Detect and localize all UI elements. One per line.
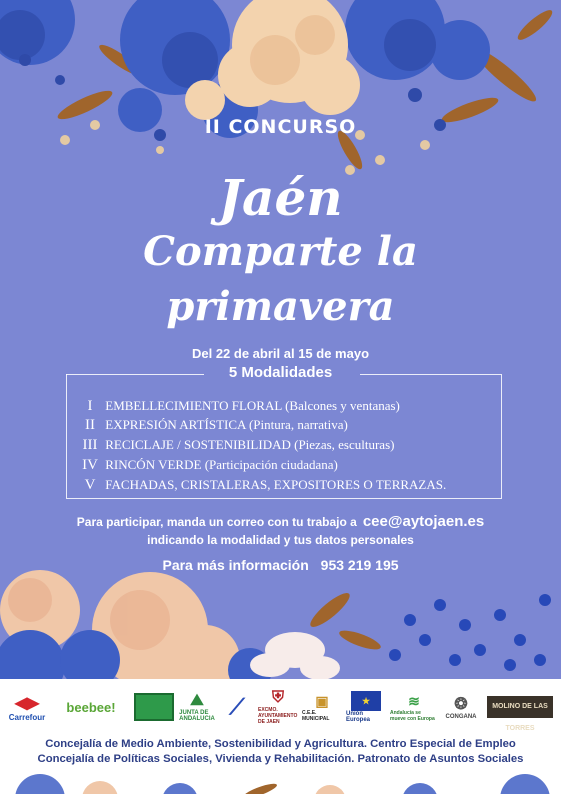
andalucia-icon: ≋ <box>408 692 420 709</box>
modality-item <box>78 398 508 415</box>
modality-numeral: III <box>82 437 98 453</box>
modality-name: EMBELLECIMIENTO FLORAL <box>105 398 282 413</box>
modality-detail: (Participación ciudadana) <box>204 457 338 472</box>
participate-line-2: indicando la modalidad y tus datos personales <box>147 533 414 547</box>
modalities-heading: 5 Modalidades <box>228 364 333 381</box>
edition-title: II CONCURSO <box>204 116 357 138</box>
ayuntamiento-logo: ⛨ EXCMO. AYUNTAMIENTO DE JAEN <box>258 689 298 725</box>
footer-line-1: Concejalía de Medio Ambiente, Sostenibilidad y Agricultura. Centro Especial de Empleo <box>45 738 516 750</box>
wave-logo <box>220 687 254 727</box>
modality-item <box>78 417 508 434</box>
modality-item <box>78 437 508 454</box>
eu-flag-icon: ★ <box>351 691 381 711</box>
contact-email[interactable]: cee@aytojaen.es <box>362 513 485 530</box>
carrefour-icon: ◀▶ <box>14 694 40 712</box>
modality-numeral: I <box>87 398 93 414</box>
green-badge-logo <box>134 687 174 727</box>
footer-floral-decoration <box>0 769 561 794</box>
modality-numeral: IV <box>82 457 98 473</box>
contest-dates: Del 22 de abril al 15 de mayo <box>191 346 370 361</box>
wave-icon: ⟋ <box>229 694 245 719</box>
modality-item <box>78 457 508 474</box>
modality-name: RECICLAJE / SOSTENIBILIDAD <box>105 437 291 452</box>
badge-icon <box>134 693 174 721</box>
modality-item <box>78 477 508 494</box>
title-line-2: Comparte la <box>143 228 418 275</box>
title-line-3: primavera <box>166 283 395 330</box>
title-line-1: Jaén <box>218 168 343 227</box>
more-info-label: Para más información <box>162 557 309 573</box>
more-info <box>0 557 561 573</box>
modality-numeral: V <box>84 477 96 493</box>
modality-name: EXPRESIÓN ARTÍSTICA <box>105 417 246 432</box>
participate-line-1 <box>0 513 561 530</box>
modality-detail: (Pintura, narrativa) <box>248 417 348 432</box>
modality-name: RINCÓN VERDE <box>105 457 202 472</box>
congana-icon: ❂ <box>454 696 468 713</box>
congana-logo: ❂ CONGANA <box>445 696 477 720</box>
modality-name: FACHADAS, CRISTALERAS, EXPOSITORES O TERRAZAS. <box>105 477 447 492</box>
contact-phone[interactable]: 953 219 195 <box>320 557 399 573</box>
modality-detail: (Piezas, esculturas) <box>294 437 395 452</box>
cee-icon: ▣ <box>315 692 329 709</box>
cee-logo: ▣ C.E.E. MUNICIPAL <box>302 692 330 722</box>
footer-line-2: Concejalía de Políticas Sociales, Vivienda y Rehabilitación. Patronato de Asuntos Sociales <box>37 753 524 765</box>
eu-logo: ★ Unión Europea <box>346 687 386 727</box>
footer <box>0 735 561 794</box>
molino-label: MOLINO DE LAS TORRES <box>487 696 553 718</box>
junta-icon: ⛰ <box>190 692 204 709</box>
sponsor-logos <box>0 679 561 735</box>
beebee-logo: beebee! <box>66 699 116 715</box>
carrefour-logo: ◀▶ Carrefour <box>8 694 46 722</box>
andalucia-europa-logo: ≋ Andalucía se mueve con Europa <box>390 692 435 722</box>
modality-detail: (Balcones y ventanas) <box>285 398 400 413</box>
junta-logo: ⛰ JUNTA DE ANDALUCIA <box>179 692 215 722</box>
coat-of-arms-icon: ⛨ <box>271 689 284 706</box>
participate-text: Para participar, manda un correo con tu trabajo a <box>76 515 357 529</box>
molino-logo <box>486 687 554 732</box>
modality-numeral: II <box>85 417 95 433</box>
